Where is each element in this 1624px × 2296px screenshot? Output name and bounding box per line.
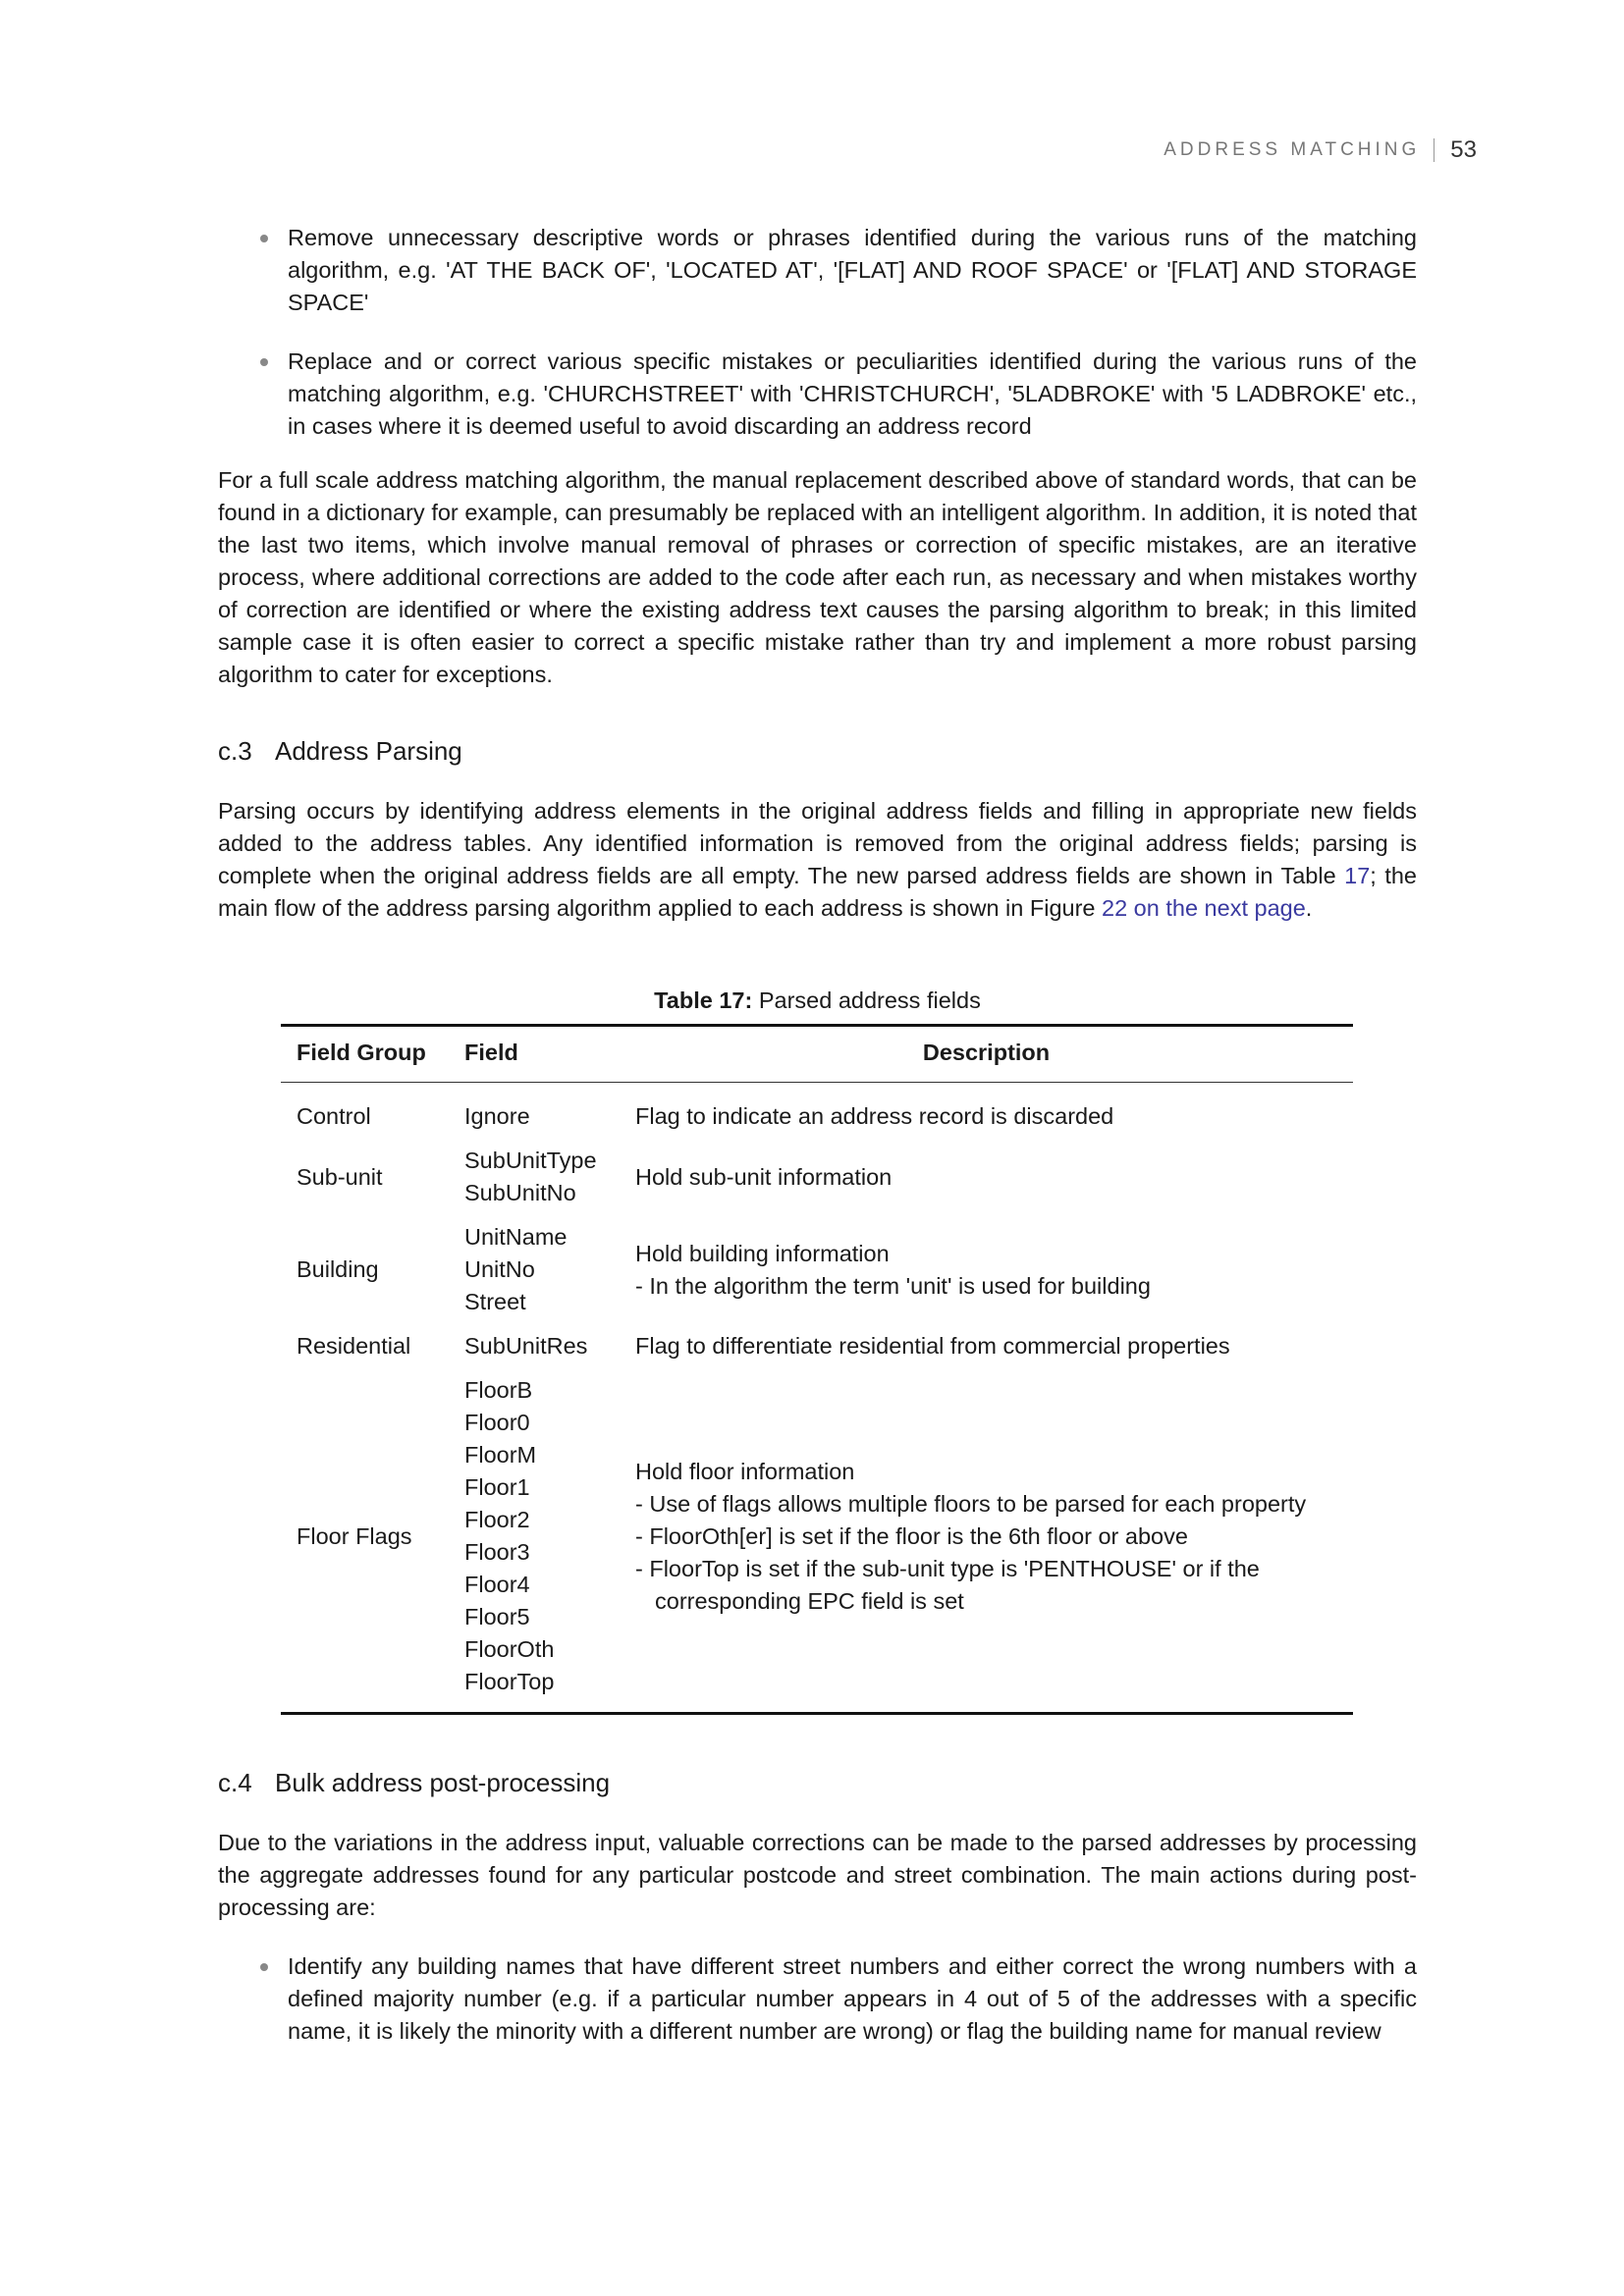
- cell-fields: [449, 1145, 620, 1221]
- section-heading-c3: [218, 734, 1417, 768]
- description-item: - FloorTop is set if the sub-unit type is 'PENTHOUSE' or if the corresponding EPC field is set: [635, 1555, 1260, 1614]
- column-header-field: Field: [464, 1040, 518, 1065]
- cell-fields: [449, 1330, 620, 1374]
- table-caption: [218, 986, 1417, 1015]
- page-body: [218, 222, 1417, 2069]
- list-item-text: Replace and or correct various specific mistakes or peculiarities identified during the various runs of the matching algorithm, e.g. 'CHURCHSTREET' with 'CHRISTCHURCH', '5LADBROKE' with '5 LADBROKE' etc., in cases where it is deemed useful to avoid discarding an address record: [288, 348, 1417, 439]
- cell-description: [620, 1083, 1353, 1146]
- table-row: [281, 1330, 1353, 1374]
- page-number: 53: [1450, 136, 1477, 163]
- bullet-icon: [260, 1963, 268, 1971]
- cell-fields: [449, 1221, 620, 1330]
- field-name: SubUnitType: [464, 1148, 597, 1173]
- cell-field-group: Residential: [297, 1333, 411, 1359]
- field-name: FloorTop: [464, 1669, 555, 1694]
- running-header: [1164, 133, 1477, 167]
- cell-field-group: Sub-unit: [297, 1163, 383, 1190]
- table-row: [281, 1221, 1353, 1330]
- field-name: Floor0: [464, 1410, 530, 1435]
- list-item: [218, 222, 1417, 319]
- section-number: c.4: [218, 1768, 252, 1797]
- paragraph: [218, 795, 1417, 925]
- description-main: Flag to indicate an address record is discarded: [635, 1103, 1114, 1129]
- list-item-text: Identify any building names that have different street numbers and either correct the wrong numbers with a defined majority number (e.g. if a particular number appears in 4 out of 5 of the addresses with a specific name, it is likely the minority with a different number are wrong) or flag the building name for manual review: [288, 1953, 1417, 2044]
- field-name: Ignore: [464, 1103, 530, 1129]
- header-divider: [1434, 138, 1435, 162]
- table-header-row: [281, 1026, 1353, 1083]
- running-title: ADDRESS MATCHING: [1164, 139, 1421, 160]
- field-name: Floor2: [464, 1507, 530, 1532]
- cell-fields: [449, 1083, 620, 1146]
- parsed-address-fields-table: [281, 1024, 1353, 1715]
- section-heading-c4: [218, 1766, 1417, 1799]
- bullet-icon: [260, 358, 268, 366]
- description-main: Hold floor information: [635, 1458, 855, 1484]
- cell-description: [620, 1330, 1353, 1374]
- description-item: - In the algorithm the term 'unit' is used for building: [635, 1272, 1151, 1299]
- field-name: Floor4: [464, 1572, 530, 1597]
- list-item-text: Remove unnecessary descriptive words or phrases identified during the various runs of the matching algorithm, e.g. 'AT THE BACK OF', 'LOCATED AT', '[FLAT] AND ROOF SPACE' or '[FLAT] AND STORAGE SPACE': [288, 225, 1417, 315]
- table-container: [218, 986, 1417, 1715]
- description-item: - FloorOth[er] is set if the floor is the 6th floor or above: [635, 1522, 1188, 1549]
- cell-field-group: Control: [297, 1103, 371, 1129]
- table-reference-link[interactable]: 17: [1344, 863, 1371, 888]
- table-row: [281, 1145, 1353, 1221]
- field-name: SubUnitRes: [464, 1333, 588, 1359]
- table-row: [281, 1374, 1353, 1714]
- paragraph-text: ; the main flow of the address parsing algorithm applied to each address is shown in Figure: [218, 863, 1417, 921]
- field-name: FloorOth: [464, 1636, 555, 1662]
- field-name: FloorB: [464, 1377, 533, 1403]
- column-header-description: Description: [922, 1040, 1051, 1065]
- list-item: [218, 346, 1417, 443]
- list-item: [218, 1950, 1417, 2048]
- table-row: [281, 1083, 1353, 1146]
- bullet-icon: [260, 235, 268, 242]
- paragraph-text: .: [1305, 895, 1313, 921]
- field-name: SubUnitNo: [464, 1180, 576, 1205]
- post-processing-bullet-list: [218, 1950, 1417, 2048]
- field-name: UnitName: [464, 1224, 568, 1250]
- cell-description: [620, 1374, 1353, 1714]
- description-main: Flag to differentiate residential from commercial properties: [635, 1333, 1230, 1359]
- description-item: - Use of flags allows multiple floors to be parsed for each property: [635, 1490, 1307, 1517]
- description-main: Hold sub-unit information: [635, 1163, 893, 1190]
- field-name: Floor5: [464, 1604, 530, 1629]
- table-caption-text: Parsed address fields: [752, 988, 981, 1013]
- column-header-field-group: Field Group: [297, 1040, 426, 1065]
- cell-field-group: Building: [297, 1256, 379, 1282]
- cell-fields: [449, 1374, 620, 1714]
- paragraph: For a full scale address matching algorithm, the manual replacement described above of standard words, that can be found in a dictionary for example, can presumably be replaced with an intelligent algorithm. In addition, it is noted that the last two items, which involve manual removal of phrases or correction of specific mistakes, are an iterative process, where additional corrections are added to the code after each run, as necessary and when mistakes worthy of correction are identified or where the existing address text causes the parsing algorithm to break; in this limited sample case it is often easier to correct a specific mistake rather than try and implement a more robust parsing algorithm to cater for exceptions.: [218, 467, 1417, 687]
- section-number: c.3: [218, 736, 252, 766]
- field-name: Street: [464, 1289, 526, 1314]
- field-name: Floor1: [464, 1474, 530, 1500]
- paragraph: Due to the variations in the address input, valuable corrections can be made to the parsed addresses by processing the aggregate addresses found for any particular postcode and street combination. The main actions during post-processing are:: [218, 1830, 1417, 1920]
- field-name: UnitNo: [464, 1256, 535, 1282]
- cell-field-group: Floor Flags: [297, 1522, 412, 1549]
- field-name: Floor3: [464, 1539, 530, 1565]
- cell-description: [620, 1221, 1353, 1330]
- table-caption-label: Table 17:: [654, 988, 753, 1013]
- intro-bullet-list: [218, 222, 1417, 443]
- cell-description: [620, 1145, 1353, 1221]
- paragraph-text: Parsing occurs by identifying address elements in the original address fields and filling in appropriate new fields added to the address tables. Any identified information is removed from the original address fields; parsing is complete when the original address fields are all empty. The new parsed address fields are shown in Table: [218, 798, 1417, 888]
- figure-reference-link[interactable]: 22 on the next page: [1102, 895, 1306, 921]
- section-title: Bulk address post-processing: [275, 1768, 611, 1797]
- section-title: Address Parsing: [275, 736, 462, 766]
- description-main: Hold building information: [635, 1240, 890, 1266]
- field-name: FloorM: [464, 1442, 537, 1468]
